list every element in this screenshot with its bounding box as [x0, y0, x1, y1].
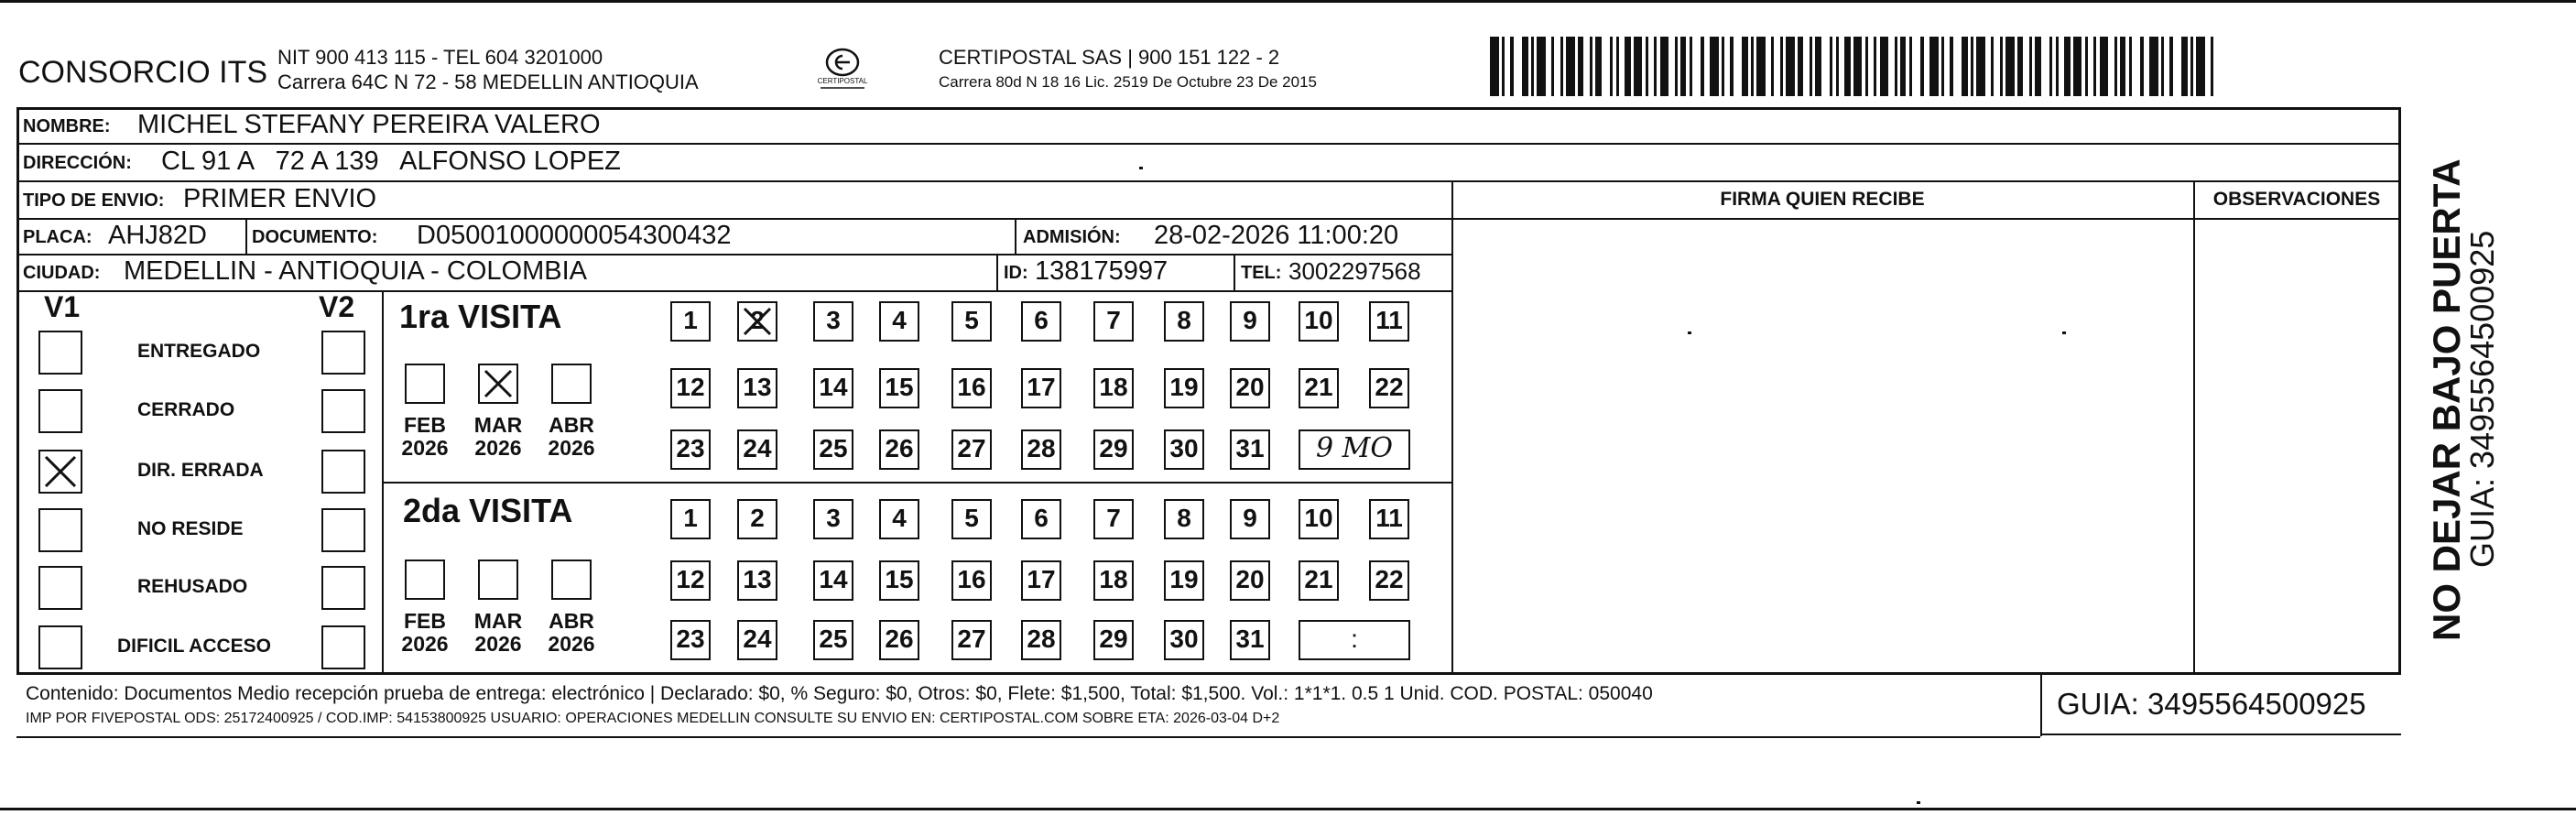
day-box-21[interactable]: 21: [1299, 368, 1339, 408]
v1-checkbox[interactable]: [38, 625, 82, 669]
day-box-31[interactable]: 31: [1230, 620, 1270, 660]
barcode-bar: [1853, 37, 1863, 96]
status-label: CERRADO: [137, 399, 235, 420]
tipo-envio-label: TIPO DE ENVIO:: [23, 190, 165, 211]
day-box-7[interactable]: 7: [1093, 499, 1134, 539]
barcode-bar: [2000, 37, 2003, 96]
barcode-bar: [1690, 37, 1692, 96]
day-box-16[interactable]: 16: [951, 368, 992, 408]
status-label: REHUSADO: [137, 576, 248, 597]
month-checkbox[interactable]: [405, 560, 445, 600]
barcode-bar: [1522, 37, 1527, 96]
barcode-bar: [1742, 37, 1747, 96]
v2-checkbox[interactable]: [321, 566, 365, 610]
day-box-8[interactable]: 8: [1164, 301, 1204, 342]
v2-label: V2: [319, 290, 355, 323]
barcode-bar: [1551, 37, 1554, 96]
documento-left-line: [245, 218, 247, 255]
tel-value: 3002297568: [1288, 257, 1421, 285]
day-box-22[interactable]: 22: [1369, 368, 1409, 408]
top-edge-line: [0, 0, 2576, 3]
side-guia: GUIA: 3495564500925: [2463, 230, 2501, 568]
barcode-bar: [1730, 37, 1733, 96]
id-value: 138175997: [1035, 256, 1168, 286]
v2-checkbox[interactable]: [321, 625, 365, 669]
v1-checkbox[interactable]: [38, 331, 82, 375]
barcode-bar: [1756, 37, 1766, 96]
day-box-2[interactable]: 2: [737, 301, 777, 342]
barcode-bar: [2085, 37, 2088, 96]
barcode-bar: [2129, 37, 2132, 96]
day-box-18[interactable]: 18: [1093, 368, 1134, 408]
barcode-bar: [2029, 37, 2032, 96]
certipostal-logo-icon: [815, 44, 870, 94]
day-box-30[interactable]: 30: [1164, 620, 1204, 660]
v1-label: V1: [44, 290, 81, 323]
barcode-bar: [1751, 37, 1754, 96]
carrier-address: Carrera 80d N 18 16 Lic. 2519 De Octubre 23 De 2015: [939, 73, 1317, 91]
month-label: ABR 2026: [548, 413, 595, 460]
day-box-27[interactable]: 27: [951, 429, 992, 470]
v1-checkbox[interactable]: [38, 508, 82, 552]
month-label: MAR 2026: [473, 609, 523, 656]
barcode-bar: [2149, 37, 2158, 96]
barcode-bar: [2169, 37, 2172, 96]
barcode-bar: [1654, 37, 1657, 96]
barcode-bar: [1836, 37, 1839, 96]
barcode-bar: [2035, 37, 2040, 96]
barcode-bar: [1971, 37, 1973, 96]
month-checkbox[interactable]: [478, 560, 518, 600]
day-box-26[interactable]: 26: [879, 620, 919, 660]
barcode-bar: [1991, 37, 1994, 96]
barcode-bar: [1660, 37, 1669, 96]
guia-box-bottom-line: [2040, 734, 2401, 735]
barcode-bar: [1710, 37, 1719, 96]
day-box-26[interactable]: 26: [879, 429, 919, 470]
month-checkbox[interactable]: [405, 364, 445, 404]
certipostal-logo: [815, 44, 870, 94]
day-box-21[interactable]: 21: [1299, 560, 1339, 601]
table-right-line: [2398, 107, 2401, 675]
day-box-13[interactable]: 13: [737, 368, 777, 408]
v1-checkbox[interactable]: [38, 566, 82, 610]
day-box-23[interactable]: 23: [670, 429, 711, 470]
barcode-bar: [2140, 37, 2143, 96]
barcode-bar: [1874, 37, 1876, 96]
side-no-dejar: NO DEJAR BAJO PUERTA: [2425, 158, 2468, 641]
day-box-2[interactable]: 2: [737, 499, 777, 539]
barcode-bar: [2056, 37, 2059, 96]
carrier-name: CERTIPOSTAL SAS | 900 151 122 - 2: [939, 46, 1280, 69]
day-box-11[interactable]: 11: [1369, 301, 1409, 342]
barcode-bar: [2064, 37, 2070, 96]
v2-checkbox[interactable]: [321, 508, 365, 552]
barcode-bar: [1616, 37, 1619, 96]
barcode-bar: [1531, 37, 1534, 96]
barcode-bar: [1625, 37, 1630, 96]
row-line-3: [16, 218, 2401, 220]
day-box-27[interactable]: 27: [951, 620, 992, 660]
ciudad-label: CIUDAD:: [23, 263, 101, 283]
barcode-bar: [1595, 37, 1601, 96]
day-box-1[interactable]: 1: [670, 301, 711, 342]
barcode-bar: [2005, 37, 2015, 96]
barcode-bar: [1610, 37, 1613, 96]
company-nit: NIT 900 413 115 - TEL 604 3201000: [277, 46, 603, 69]
day-box-18[interactable]: 18: [1093, 560, 1134, 601]
day-box-1[interactable]: 1: [670, 499, 711, 539]
barcode-bar: [1646, 37, 1648, 96]
day-box-28[interactable]: 28: [1021, 620, 1061, 660]
day-box-25[interactable]: 25: [813, 620, 853, 660]
day-box-16[interactable]: 16: [951, 560, 992, 601]
company-address: Carrera 64C N 72 - 58 MEDELLIN ANTIOQUIA: [277, 71, 699, 93]
barcode-bar: [1701, 37, 1703, 96]
barcode-bar: [1560, 37, 1563, 96]
id-left-line: [996, 254, 998, 292]
barcode-bar: [1786, 37, 1795, 96]
month-label: MAR 2026: [473, 413, 523, 460]
barcode-bar: [2114, 37, 2117, 96]
day-box-13[interactable]: 13: [737, 560, 777, 601]
barcode-bar: [2196, 37, 2205, 96]
barcode-bar: [2073, 37, 2082, 96]
barcode-bar: [1865, 37, 1868, 96]
v1-checkbox[interactable]: [38, 450, 82, 494]
barcode-bar: [2093, 37, 2096, 96]
barcode-bar: [2181, 37, 2187, 96]
barcode-bar: [2100, 37, 2109, 96]
barcode-bar: [1537, 37, 1546, 96]
direccion-value: CL 91 A 72 A 139 ALFONSO LOPEZ: [161, 147, 621, 176]
barcode-bar: [1634, 37, 1643, 96]
v2-checkbox[interactable]: [321, 331, 365, 375]
table-left-line: [16, 107, 19, 675]
day-box-6[interactable]: 6: [1021, 301, 1061, 342]
tipo-envio-value: PRIMER ENVIO: [183, 184, 377, 213]
barcode-bar: [1976, 37, 1985, 96]
month-checkbox[interactable]: [478, 364, 518, 404]
day-box-12[interactable]: 12: [670, 368, 711, 408]
row-line-2: [16, 180, 2401, 182]
barcode-bar: [1950, 37, 1952, 96]
obs-left-line: [2193, 182, 2195, 674]
placa-value: AHJ82D: [108, 221, 207, 250]
observaciones-label: OBSERVACIONES: [2212, 189, 2381, 210]
tel-left-line: [1234, 254, 1235, 292]
barcode-bar: [1880, 37, 1889, 96]
day-box-8[interactable]: 8: [1164, 499, 1204, 539]
day-box-4[interactable]: 4: [879, 499, 919, 539]
firma-left-line: [1451, 182, 1453, 674]
row-line-5: [16, 290, 1453, 292]
guia-box-left-line: [2040, 672, 2042, 736]
barcode-bar: [2211, 37, 2213, 96]
barcode-bar: [1510, 37, 1513, 96]
day-box-5[interactable]: 5: [951, 499, 992, 539]
barcode-bar: [1929, 37, 1939, 96]
day-box-15[interactable]: 15: [879, 368, 919, 408]
first-visit-title: 1ra VISITA: [399, 298, 562, 335]
firma-label: FIRMA QUIEN RECIBE: [1720, 189, 1925, 210]
barcode-bar: [2161, 37, 2164, 96]
day-box-24[interactable]: 24: [737, 620, 777, 660]
x-mark-icon: [40, 451, 81, 492]
second-visit-title: 2da VISITA: [403, 492, 573, 529]
month-checkbox[interactable]: [551, 364, 592, 404]
barcode-bar: [1941, 37, 1944, 96]
id-label: ID:: [1004, 263, 1028, 283]
row-line-1: [16, 143, 2401, 145]
barcode-bar: [1578, 37, 1583, 96]
barcode-bar: [1680, 37, 1686, 96]
day-box-12[interactable]: 12: [670, 560, 711, 601]
day-box-31[interactable]: 31: [1230, 429, 1270, 470]
barcode-bar: [1798, 37, 1803, 96]
footer-top-line: [16, 672, 2401, 675]
footer-bottom-line: [16, 736, 2040, 738]
month-label: FEB 2026: [401, 609, 449, 656]
day-box-17[interactable]: 17: [1021, 560, 1061, 601]
day-box-9[interactable]: 9: [1230, 301, 1270, 342]
documento-value: D05001000000054300432: [417, 221, 732, 250]
day-box-10[interactable]: 10: [1299, 301, 1339, 342]
day-box-30[interactable]: 30: [1164, 429, 1204, 470]
day-box-7[interactable]: 7: [1093, 301, 1134, 342]
barcode-bar: [1810, 37, 1812, 96]
day-box-20[interactable]: 20: [1230, 368, 1270, 408]
admision-label: ADMISIÓN:: [1023, 227, 1121, 247]
month-checkbox[interactable]: [551, 560, 592, 600]
v1-checkbox[interactable]: [38, 389, 82, 433]
status-label: ENTREGADO: [137, 341, 261, 362]
barcode-bar: [2049, 37, 2052, 96]
day-box-29[interactable]: 29: [1093, 429, 1134, 470]
barcode-bar: [1909, 37, 1912, 96]
barcode-bar: [1771, 37, 1774, 96]
barcode-bar: [1815, 37, 1821, 96]
day-box-20[interactable]: 20: [1230, 560, 1270, 601]
tel-label: TEL:: [1241, 263, 1282, 283]
day-box-10[interactable]: 10: [1299, 499, 1339, 539]
barcode-bar: [1830, 37, 1832, 96]
scan-dot: [1917, 801, 1920, 804]
nombre-value: MICHEL STEFANY PEREIRA VALERO: [137, 110, 601, 139]
day-box-9[interactable]: 9: [1230, 499, 1270, 539]
barcode-bar: [1844, 37, 1850, 96]
admision-left-line: [1015, 218, 1016, 255]
day-box-14[interactable]: 14: [813, 560, 853, 601]
day-box-29[interactable]: 29: [1093, 620, 1134, 660]
day-box-22[interactable]: 22: [1369, 560, 1409, 601]
footer-imp: IMP POR FIVEPOSTAL ODS: 25172400925 / COD.IMP: 54153800925 USUARIO: OPERACIONES MEDELLIN CONSULTE SU ENVIO EN: CERTIPOSTAL.COM SOBRE ETA: 2026-03-04 D+2: [26, 711, 1280, 726]
status-label: DIR. ERRADA: [137, 460, 264, 481]
barcode-bar: [1502, 37, 1505, 96]
certipostal-logo-text: CERTIPOSTAL: [817, 77, 868, 85]
scan-dot: [2062, 331, 2066, 334]
barcode-bar: [1566, 37, 1575, 96]
row-line-4: [16, 254, 1453, 255]
visit-time-box[interactable]: 9 MO: [1299, 429, 1410, 470]
documento-label: DOCUMENTO:: [252, 227, 378, 247]
barcode-bar: [1490, 37, 1499, 96]
v2-checkbox[interactable]: [321, 389, 365, 433]
day-box-5[interactable]: 5: [951, 301, 992, 342]
ciudad-value: MEDELLIN - ANTIOQUIA - COLOMBIA: [124, 256, 587, 286]
scan-dot: [1139, 167, 1143, 169]
barcode-bar: [1675, 37, 1678, 96]
barcode-bar: [1722, 37, 1724, 96]
day-box-3[interactable]: 3: [813, 499, 853, 539]
barcode-bar: [1962, 37, 1967, 96]
day-box-24[interactable]: 24: [737, 429, 777, 470]
placa-label: PLACA:: [23, 227, 92, 247]
day-box-17[interactable]: 17: [1021, 368, 1061, 408]
status-label: DIFICIL ACCESO: [117, 636, 272, 657]
barcode-bar: [2190, 37, 2193, 96]
day-box-28[interactable]: 28: [1021, 429, 1061, 470]
bottom-edge-line: [0, 808, 2576, 810]
admision-value: 28-02-2026 11:00:20: [1154, 221, 1399, 250]
footer-guia: GUIA: 3495564500925: [2057, 687, 2366, 721]
direccion-label: DIRECCIÓN:: [23, 153, 132, 173]
footer-contenido: Contenido: Documentos Medio recepción prueba de entrega: electrónico | Declarado: $0, % Seguro: $0, Otros: $0, Flete: $1,500, Total: $1,500. Vol.: 1*1*1. 0.5 1 Unid. COD. POSTAL: 050040: [26, 683, 1653, 704]
month-label: FEB 2026: [401, 413, 449, 460]
barcode: [1490, 37, 2218, 96]
day-box-25[interactable]: 25: [813, 429, 853, 470]
barcode-bar: [1920, 37, 1923, 96]
day-box-6[interactable]: 6: [1021, 499, 1061, 539]
barcode-bar: [2120, 37, 2125, 96]
company-name: CONSORCIO ITS: [18, 55, 268, 90]
day-box-23[interactable]: 23: [670, 620, 711, 660]
visit-time-box[interactable]: :: [1299, 620, 1410, 660]
barcode-bar: [1900, 37, 1906, 96]
status-label: NO RESIDE: [137, 518, 244, 539]
x-mark-icon: [480, 365, 516, 402]
day-box-19[interactable]: 19: [1164, 560, 1204, 601]
barcode-bar: [1590, 37, 1592, 96]
month-label: ABR 2026: [548, 609, 595, 656]
day-box-11[interactable]: 11: [1369, 499, 1409, 539]
x-mark-icon: [739, 303, 776, 340]
day-box-3[interactable]: 3: [813, 301, 853, 342]
barcode-bar: [1895, 37, 1897, 96]
nombre-label: NOMBRE:: [23, 116, 111, 136]
day-box-19[interactable]: 19: [1164, 368, 1204, 408]
v2-checkbox[interactable]: [321, 450, 365, 494]
barcode-bar: [2017, 37, 2023, 96]
day-box-14[interactable]: 14: [813, 368, 853, 408]
day-box-4[interactable]: 4: [879, 301, 919, 342]
barcode-bar: [1780, 37, 1783, 96]
scan-dot: [1688, 331, 1691, 334]
visits-divider: [382, 482, 1453, 484]
day-box-15[interactable]: 15: [879, 560, 919, 601]
